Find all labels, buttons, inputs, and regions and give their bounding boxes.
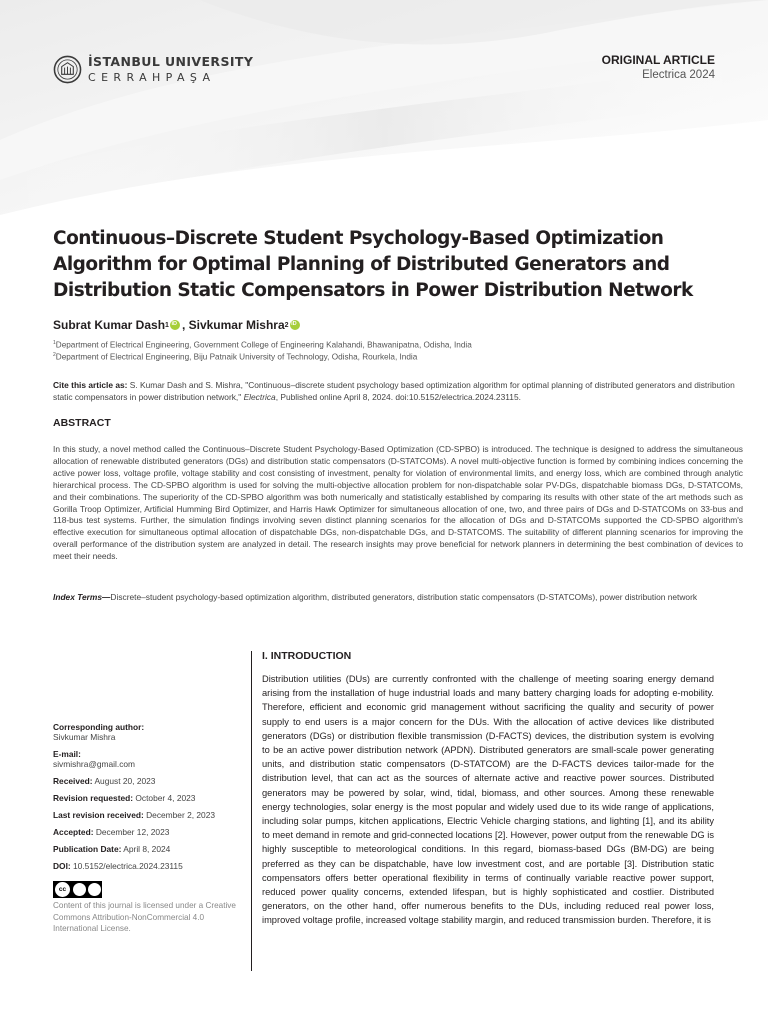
author-affiliation-marker: 1 (165, 321, 169, 329)
university-name-line2: CERRAHPAŞA (88, 70, 216, 84)
cc-badge-label: cc (55, 882, 70, 897)
affiliation-text: Department of Electrical Engineering, Government College of Engineering Kalahandi, Bhawanipatna, Odisha, India (55, 340, 472, 350)
cc-nc-icon (88, 883, 101, 896)
author-separator: , (181, 318, 189, 332)
cc-by-icon (73, 883, 86, 896)
email-link[interactable]: sivmishra@gmail.com (53, 759, 136, 769)
abstract-heading: ABSTRACT (53, 417, 111, 429)
abstract-text: In this study, a novel method called the Continuous–Discrete Student Psychology-Based Optimization (CD-SPBO) is introduced. The technique is designed to address the simultaneous allocation of renewable distributed generators (DGs) and distribution static compensators (D-STATCOMs). A novel multi-objective function is formed by combining indices concerning the active power loss, voltage profile, voltage stability and cost consisting of investment, penalty for violation of environmental limits, and energy loss, which are combined through analytic hierarchical process. The CD-SPBO algorithm is used for solving the multi-objective allocation problem for non-dispatchable solar PV-DGs, dispatchable biomass DGs, D-STATCOMs, and their combinations. The superiority of the CD-SPBO algorithm was both numerically and statistically established by comparing its results with other state of the art methods such as Gorilla Troop Optimizer, Artificial Humming Bird Optimizer, and Harris Hawk Optimizer for simultaneous allocation of one, two, and three pairs of DGs and D-STATCOMs on 33-bus and 118-bus test systems. Further, the simulation findings involving seven distinct planning scenarios for the allocation of DGs and D-STATCOMs supported the CD-SPBO algorithm's effective execution for simultaneous optimal allocation of dispatchable DGs, non-dispatchable DGs, and D-STATCOMS. The suitability of different planning scenarios for improving the overall performance of the distribution system are analyzed in detail. The research insights may prove beneficial for network planners in determining the best combination of devices to meet their needs. (53, 444, 743, 562)
index-terms-label: Index Terms— (53, 592, 111, 602)
date-label: Accepted: (53, 827, 94, 837)
date-value: October 4, 2023 (135, 793, 196, 803)
citation-journal: Electrica (243, 392, 276, 402)
university-logo (53, 55, 253, 84)
author-list (53, 318, 302, 332)
paper-title: Continuous–Discrete Student Psychology-Based Optimization Algorithm for Optimal Planning of Distributed Generators and Distribution Static Compensators in Power Distribution Network (53, 228, 693, 301)
affiliation-marker: 2 (53, 352, 56, 358)
date-label: Revision requested: (53, 793, 134, 803)
header-background (0, 0, 768, 215)
column-divider (251, 651, 252, 971)
date-value: December 12, 2023 (95, 827, 170, 837)
index-terms (53, 592, 743, 604)
citation-label: Cite this article as: (53, 380, 128, 390)
citation-doi[interactable]: , Published online April 8, 2024. doi:10.5152/electrica.2024.23115. (275, 392, 521, 402)
author-name: Sivkumar Mishra (188, 318, 285, 332)
date-label: Publication Date: (53, 844, 122, 854)
date-label: Last revision received: (53, 810, 144, 820)
article-info-sidebar (53, 722, 243, 935)
university-name-line1: İSTANBUL UNIVERSITY (88, 54, 254, 70)
license-text: Content of this journal is licensed under a Creative Commons Attribution-NonCommercial 4.0 International License. (53, 901, 236, 933)
date-label: Received: (53, 776, 93, 786)
date-value: December 2, 2023 (146, 810, 216, 820)
corresponding-author-name: Sivkumar Mishra (53, 732, 116, 742)
doi-label: DOI: (53, 861, 71, 871)
author-name: Subrat Kumar Dash (53, 318, 166, 332)
article-type-label: ORIGINAL ARTICLE (601, 53, 715, 67)
orcid-icon[interactable] (290, 320, 300, 330)
article-type-block (602, 53, 715, 81)
date-value: August 20, 2023 (94, 776, 156, 786)
corresponding-author-label: Corresponding author: (53, 722, 145, 732)
citation-text: S. Kumar Dash and S. Mishra, "Continuous–discrete student psychology based optimization algorithm for optimal planning of distributed generators and distribution static compensators in power distribution network," (53, 380, 735, 402)
affiliation-marker: 1 (53, 340, 56, 346)
doi-link[interactable]: 10.5152/electrica.2024.23115 (73, 861, 183, 871)
citation-block (53, 379, 743, 403)
author-affiliation-marker: 2 (284, 321, 289, 329)
introduction-text: Distribution utilities (DUs) are currently confronted with the challenge of meeting soaring energy demand arising from the installation of huge industrial loads and many battery charging loads for adopting e-mobility. Therefore, efficient and economic grid management without sacrificing the quality and security of power supply to end users is a major concern for the DUs. With the allocation of active devices like distributed generators (DGs) or distribution flexible transmission (D-FACTS) devices, the distribution system is evolving to be an active power distribution network (APDN). Distributed generators are small-scale power generating units, and distribution static compensators (D-STATCOM) are the D-FACTS devices tailor-made for the distribution level, that can act as the sources of alternate active and reactive power sources. Distributed generators may be powered by solar, wind, tidal, biomass, and other sources. Among these renewable energy technologies, solar energy is the most popular and widely used due to its wide range of applications, including solar pumps, kitchen applications, Electric Vehicle charging stations, and lighting [1], and its ability to meet demand in remote and grid-connected locations [2]. However, power output from the renewable DG is highly susceptible to meteorological conditions. In this regard, biomass-based DGs (BM-DG) are being preferred as they can be dispatchable, have low investment cost, and are portable [3]. Distribution static compensators offers better operational flexibility in terms of continually variable reactive power support, reduced power quality concerns, extended lifespan, but is highly sophisticated and costlier. Distributed generators, on the other hand, offer numerous benefits to the DUs, including reduced real power loss, improved voltage profile, increased voltage stability margin, and reduced transmission burden. Therefore, it is (262, 674, 714, 926)
university-seal-icon (53, 55, 82, 84)
orcid-icon[interactable] (170, 320, 180, 330)
cc-license-icon[interactable] (53, 881, 102, 898)
index-terms-text: Discrete–student psychology-based optimization algorithm, distributed generators, distribution static compensators (D-STATCOMs), power distribution network (110, 592, 698, 602)
affiliation-1 (53, 340, 733, 350)
affiliation-text: Department of Electrical Engineering, Biju Patnaik University of Technology, Odisha, Rourkela, India (55, 352, 418, 362)
affiliation-2 (53, 352, 733, 362)
email-label: E-mail: (53, 749, 81, 759)
journal-year-label: Electrica 2024 (642, 69, 715, 81)
date-value: April 8, 2024 (123, 844, 171, 854)
header-swoosh-graphic (0, 0, 768, 215)
introduction-heading: I. INTRODUCTION (262, 650, 352, 662)
